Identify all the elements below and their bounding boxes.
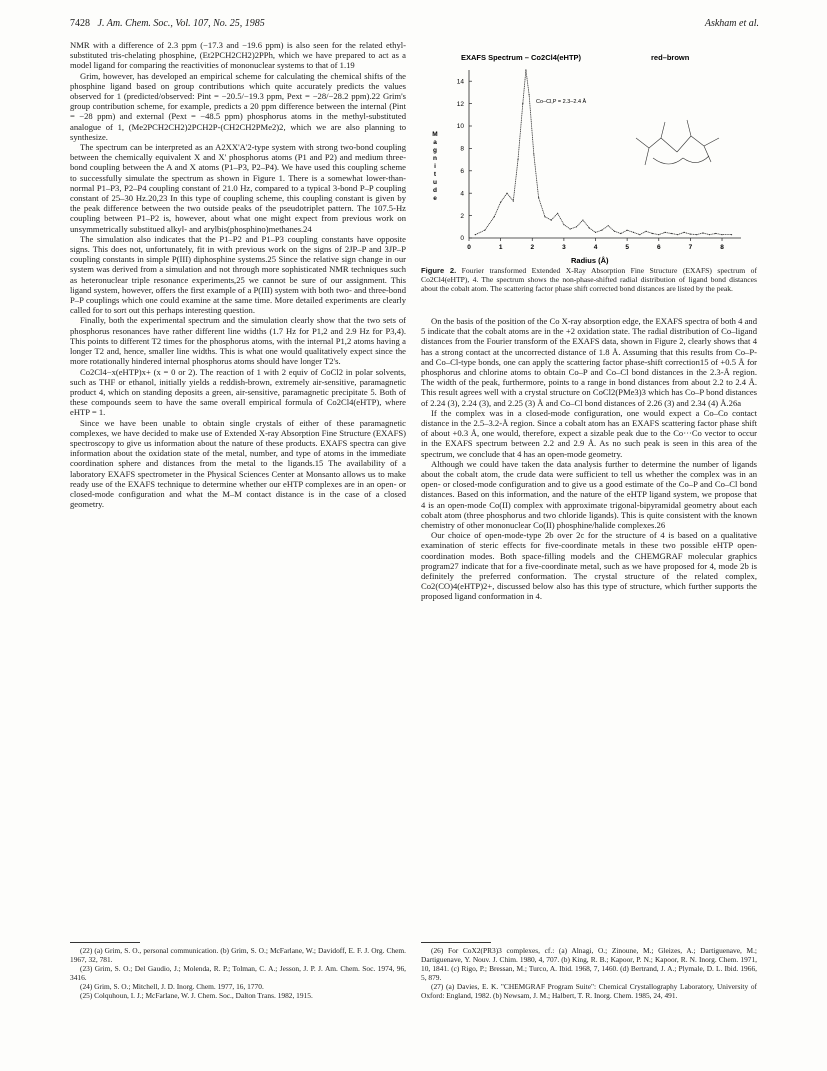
y-tick-label: 8: [460, 145, 464, 153]
data-point: [570, 228, 571, 229]
chart-color-note: red–brown: [651, 53, 690, 62]
y-axis-label-letter: a: [433, 139, 437, 146]
data-point: [639, 234, 640, 235]
data-point: [576, 226, 577, 227]
data-point: [517, 159, 518, 160]
data-point: [494, 216, 495, 217]
chart-title: EXAFS Spectrum – Co2Cl4(eHTP): [461, 53, 582, 62]
y-tick-label: 4: [460, 190, 464, 198]
x-tick-label: 0: [467, 244, 471, 251]
data-point: [684, 232, 685, 233]
header-authors: Askham et al.: [704, 18, 759, 29]
paragraph: On the basis of the position of the Co X-ray absorption edge, the EXAFS spectra of both 4 and 5 indicate that the cobalt atoms are in the +2 oxidation state. The radial distribution of Co–ligand distances from the Fourier transform of the EXAFS data, shown in Figure 2, clearly shows that 4 has a strong contact at the uncorrected distance of 1.8 Å. Assuming that this results from Co–P- and Co–Cl-type bonds, one can apply the scattering factor phase-shift correction15 of +0.5 Å for phosphorus and chlorine atoms to obtain Co–P and Co–Cl bond distances in the 2.3-Å region. The width of the peak, furthermore, points to a range in bond distances from about 2.2 to 2.4 Å. This result agrees well with a crystal structure on CoCl2(PMe3)3 which has Co–P bond distances of 2.24 (3), 2.24 (3), and 2.25 (3) Å and Co–Cl bond distances of 2.26 (3) and 2.34 (4) Å.26a: [421, 316, 757, 408]
data-point: [595, 232, 596, 233]
data-point: [646, 231, 647, 232]
paragraph: Co2Cl4−x(eHTP)x+ (x = 0 or 2). The reaction of 1 with 2 equiv of CoCl2 in polar solvents, such as THF or ethanol, initially yields a reddish-brown, extremely air-sensitive, paramagnetic product 4, which on standing deposits a green, air-sensitive, paramagnetic precipitate 5. Both of these compounds seem to have the same overall empirical formula of Co2Cl4(eHTP), where eHTP = 1.: [70, 366, 406, 418]
data-point: [627, 230, 628, 231]
y-tick-label: 0: [460, 235, 464, 243]
chart-axes: [469, 70, 741, 238]
data-point: [513, 200, 514, 201]
data-point: [582, 220, 583, 221]
paragraph: Our choice of open-mode-type 2b over 2c for the structure of 4 is based on a qualitative examination of steric effects for five-coordinate metals in these two possible eHTP open-coordination modes. Both space-filling models and the CHEMGRAF molecular graphics program27 indicate that for a five-coordinate metal, such as we have proposed for 4, mode 2b is definitely the preferred conformation. The crystal structure of the related complex, Co2(CO)4(eHTP)2+, discussed below also has this type of structure, which further supports the proposed ligand conformation in 4.: [421, 530, 757, 602]
data-point: [608, 225, 609, 226]
data-point: [544, 216, 545, 217]
data-point: [538, 197, 539, 198]
data-point: [506, 193, 507, 194]
y-tick-label: 10: [456, 123, 464, 131]
caption-text: Fourier transformed Extended X-Ray Absorption Fine Structure (EXAFS) spectrum of Co2Cl4(eHTP), 4. The spectrum shows the non-phase-shifted radial distribution of ligand bond distances about the cobalt atom. The scattering factor phase shift corrected bond distances are listed by the peak.: [421, 266, 757, 294]
data-point: [721, 234, 722, 235]
x-tick-label: 6: [656, 244, 661, 251]
footnote: (27) (a) Davies, E. K. "CHEMGRAF Program Suite": Chemical Crystallography Laboratory, University of Oxford: England, 1982. (b) Newsam, J. M.; Halbert, T. R. Inorg. Chem. 1985, 24, 491.: [421, 981, 757, 1000]
data-point: [633, 232, 634, 233]
data-point: [677, 234, 678, 235]
data-point: [709, 234, 710, 235]
data-point: [529, 94, 530, 95]
footnote-rule: [421, 942, 491, 943]
y-axis-label-letter: M: [432, 131, 438, 138]
footnote: (25) Colquhoun, I. J.; McFarlane, W. J. Chem. Soc., Dalton Trans. 1982, 1915.: [80, 990, 313, 1000]
data-point: [525, 69, 526, 70]
data-point: [601, 230, 602, 231]
data-point: [551, 220, 552, 221]
paragraph: Grim, however, has developed an empirical scheme for calculating the chemical shifts of the phosphine ligand based on group contributions which quite accurately predicts the values observed for 1 (predicted/observed: Pint = −20.5/−19.3 ppm, Pext = −28/−28.2 ppm).22 Grim's group contribution scheme, for example, predicts a 20 ppm difference between the internal (Pint = −28 ppm) and external (Pext = −48.5 ppm) phosphorus atoms in the methyl-substituted analogue of 1, (Me2PCH2CH2)2PCH2P-(CH2CH2PMe2)2, which we are also planning to synthesize.: [70, 70, 406, 142]
footnote: (24) Grim, S. O.; Mitchell, J. D. Inorg. Chem. 1977, 16, 1770.: [80, 981, 264, 991]
paragraph: Finally, both the experimental spectrum and the simulation clearly show that the two sets of phosphorus resonances have rather different line widths (1.7 Hz for P1,2 and 2.9 Hz for P3,4). This points to different T2 times for the phosphorus atoms, with the internal P1,2 atoms having a longer T2 and, hence, smaller line widths. This is what one would qualitatively expect since the more rotationally hindered internal phosphorus atoms should have longer T2's.: [70, 315, 406, 367]
paragraph: If the complex was in a closed-mode configuration, one would expect a Co–Co contact distance in the 2.5–3.2-Å region. Since a cobalt atom has an EXAFS scattering factor phase shift of about +0.3 Å, one would, therefore, expect a sizable peak due to the Co···Co vector to occur in the EXAFS spectrum between 2.2 and 2.9 Å. As no such peak is seen in this area of the spectrum, we conclude that 4 has an open-mode geometry.: [421, 407, 757, 459]
x-tick-label: 5: [625, 244, 629, 251]
data-point: [671, 233, 672, 234]
y-tick-label: 12: [456, 100, 464, 108]
chart-ticks: [457, 78, 724, 251]
right-column: [421, 316, 757, 926]
y-axis-label-letter: i: [434, 163, 436, 170]
data-point: [475, 234, 476, 235]
data-point: [702, 232, 703, 233]
peak-annotation: Co–Cl,P = 2.3–2.4 Å: [536, 99, 587, 105]
data-point: [665, 232, 666, 233]
molecule-sketch-icon: [636, 120, 719, 165]
x-tick-label: 1: [498, 244, 503, 251]
footnote: (23) Grim, S. O.; Del Gaudio, J.; Molenda, R. P.; Tolman, C. A.; Jesson, J. P. J. Am. Chem. Soc. 1974, 96, 3416.: [70, 963, 406, 982]
figure-caption: [421, 266, 757, 294]
x-tick-label: 4: [593, 244, 598, 251]
paragraph: The simulation also indicates that the P1–P2 and P1–P3 coupling constants have opposite signs. This does not, unfortunately, fit in with previous work on the signs of 2JP–P and 3JP–P coupling constants in simple P(III) diphosphine systems.25 Since the relative sign change in our system was derived from a simulation and not through more sophisticated NMR techniques such as heteronuclear triple resonance experiments,25 we cannot be sure of our assignment. This ligand system, however, offers the first example of a P(III) system with both two- and three-bond P–P couplings which one could examine at the same time. More detailed experiments are clearly called for to sort out this perhaps interesting question.: [70, 233, 406, 316]
paragraph: NMR with a difference of 2.3 ppm (−17.3 and −19.6 ppm) is also seen for the related ethyl-substituted tris-chelating phosphine, (Et2PCH2CH2)2PPh, which we have prepared to act as a model ligand for comparing the reactivities of mononuclear systems to that of 1.19: [70, 40, 406, 71]
data-point: [620, 233, 621, 234]
chart-series: [475, 69, 732, 235]
footnotes-right: [421, 947, 757, 1000]
data-point: [522, 103, 523, 104]
y-axis-label: [432, 131, 437, 202]
data-point: [731, 234, 732, 235]
data-point: [557, 213, 558, 214]
footnote: (26) For CoX2(PR3)3 complexes, cf.: (a) Alnagi, O.; Zinoune, M.; Gleizes, A.; Dartiguenave, M.; Dartiguenave, Y. Nouv. J. Chim. 1980, 4, 707. (b) King, R. B.; Kapoor, P. N.; Kapoor, R. N. Inorg. Chem. 1971, 10, 1841. (c) Rigo, P.; Bressan, M.; Turco, A. Ibid. 1968, 7, 1460. (d) Bertrand, J. A.; Plymale, D. L. Ibid. 1966, 5, 879.: [421, 946, 757, 982]
series-line: [475, 70, 731, 235]
x-tick-label: 3: [562, 244, 566, 251]
data-point: [484, 230, 485, 231]
paragraph: Although we could have taken the data analysis further to determine the number of ligands about the cobalt atom, the crude data were sufficient to tell us whether the complex was in an open- or closed-mode configuration and to give us a good estimate of the Co–P and Co–Cl bond distances. Based on this information, and the nature of the eHTP ligand system, we propose that 4 is an open-mode Co(II) complex with approximate trigonal-bipyramidal geometry about each cobalt atom (three phosphorus and two chloride ligands). This is quite consistent with the known chemistry of other mononuclear Co(II) phosphine/halide complexes.26: [421, 458, 757, 531]
data-point: [589, 227, 590, 228]
data-point: [500, 202, 501, 203]
y-axis-label-letter: u: [433, 179, 437, 186]
y-axis-label-letter: t: [433, 171, 437, 178]
footnote: (22) (a) Grim, S. O., personal communication. (b) Grim, S. O.; McFarlane, W.; Davidoff, E. F. J. Org. Chem. 1967, 32, 781.: [70, 946, 406, 964]
page-number: 7428: [70, 18, 90, 29]
data-point: [696, 234, 697, 235]
caption-label: Figure 2.: [421, 266, 457, 275]
left-column: [70, 40, 406, 509]
exafs-chart: [421, 40, 757, 266]
journal-name: J. Am. Chem. Soc., Vol. 107, No. 25, 1985: [97, 18, 265, 29]
paragraph: The spectrum can be interpreted as an A2XX'A'2-type system with strong two-bond coupling between the chemically equivalent X and X' phosphorus atoms (P1 and P2) and medium three-bond coupling between the A and X atoms (P1–P3, P2–P4). We have used this coupling scheme to successfully simulate the spectrum as shown in Figure 1. There is a somewhat lower-than-normal P1–P3, P2–P4 coupling constant of 21.0 Hz, compared to a typical 3-bond P–P coupling constant of 25–30 Hz.20,23 In this type of coupling scheme, this coupling constant is given by the peak difference between the two outside peaks of the pseudotriplet pattern. The 107.5-Hz coupling between P1–P2 is, however, about what one might expect from previous work on unsymmetrically substitued alkyl- and arylbis(phosphino)methanes.24: [70, 142, 406, 234]
paragraph: Since we have been unable to obtain single crystals of either of these paramagnetic complexes, we have decided to make use of Extended X-ray Absorption Fine Structure (EXAFS) spectroscopy to give us information about the nature of these products. EXAFS spectra can give information about the oxidation state of the metal, number, and type of atoms in the immediate coordination sphere and distances from the metal to the ligands.15 The availability of a laboratory EXAFS spectrometer in the Physical Sciences Center at Monsanto allows us to make ready use of the EXAFS technique to determine whether our eHTP complexes are in an open- or closed-mode configuration and what the M–M contact distance is in the case of a closed geometry.: [70, 417, 406, 510]
footnote-rule: [70, 942, 140, 943]
footnotes-left: [70, 947, 406, 1000]
data-point: [533, 153, 534, 154]
data-point: [563, 224, 564, 225]
data-point: [614, 231, 615, 232]
y-axis-label-letter: d: [433, 187, 437, 194]
y-axis-label-letter: g: [433, 147, 437, 154]
x-tick-label: 8: [720, 244, 724, 251]
y-tick-label: 6: [460, 168, 464, 175]
data-point: [715, 233, 716, 234]
y-axis-label-letter: e: [433, 195, 437, 202]
data-point: [690, 234, 691, 235]
header-left: [70, 18, 265, 29]
y-axis-label-letter: n: [433, 155, 437, 162]
data-point: [658, 234, 659, 235]
data-point: [652, 233, 653, 234]
figure-2: [421, 40, 757, 280]
x-tick-label: 7: [688, 244, 693, 251]
y-tick-label: 14: [456, 78, 464, 86]
x-tick-label: 2: [530, 244, 535, 251]
x-axis-label: Radius (Å): [571, 256, 609, 265]
y-tick-label: 2: [460, 212, 464, 220]
